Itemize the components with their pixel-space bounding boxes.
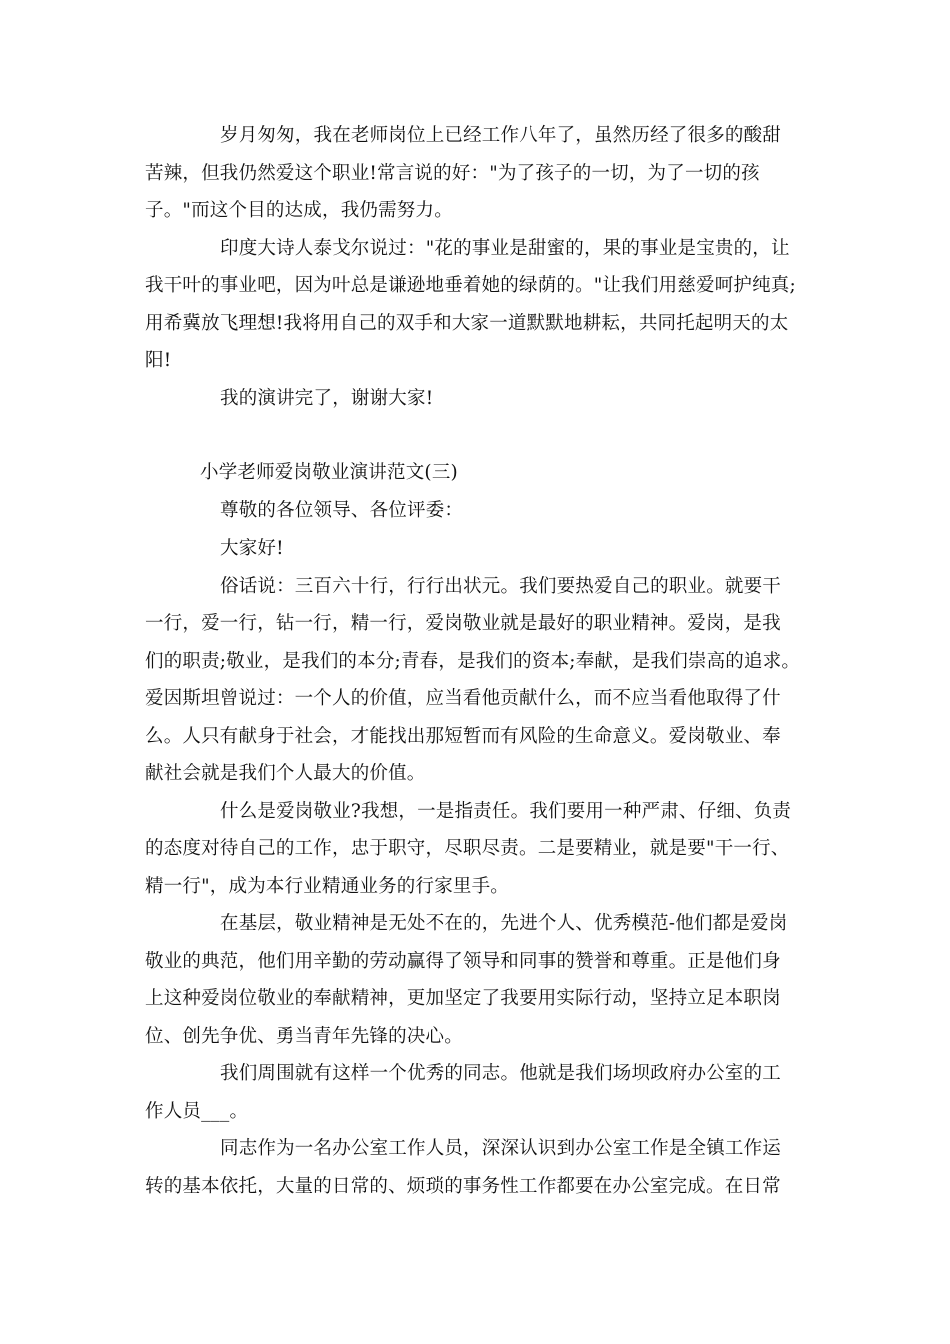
text-line: 我们周围就有这样一个优秀的同志。他就是我们场坝政府办公室的工 [220,1063,782,1084]
text-line: 在基层，敬业精神是无处不在的，先进个人、优秀模范-他们都是爱岗 [220,913,788,934]
salutation: 尊敬的各位领导、各位评委： [220,500,464,521]
text-line: 苦辣，但我仍然爱这个职业!常言说的好："为了孩子的一切，为了一切的孩 [145,163,760,184]
text-line: 同志作为一名办公室工作人员，深深认识到办公室工作是全镇工作运 [220,1138,782,1159]
closing-line: 我的演讲完了，谢谢大家! [220,388,434,409]
text-line: 俗话说：三百六十行，行行出状元。我们要热爱自己的职业。就要干 [220,576,782,597]
text-line: 岁月匆匆，我在老师岗位上已经工作八年了，虽然历经了很多的酸甜 [220,125,782,146]
text-line: 敬业的典范，他们用辛勤的劳动赢得了领导和同事的赞誉和尊重。正是他们身 [145,951,781,972]
text-line: 一行，爱一行，钻一行，精一行，爱岗敬业就是最好的职业精神。爱岗，是我 [145,613,781,634]
text-line: 用希冀放飞理想!我将用自己的双手和大家一道默默地耕耘，共同托起明天的太 [145,313,789,334]
text-line: 献社会就是我们个人最大的价值。 [145,763,426,784]
text-line: 们的职责;敬业，是我们的本分;青春，是我们的资本;奉献，是我们崇高的追求。 [145,651,801,672]
section-title: 小学老师爱岗敬业演讲范文(三) [200,462,458,483]
text-line: 阳! [145,350,172,371]
text-line: 精一行"，成为本行业精通业务的行家里手。 [145,876,510,897]
text-line: 什么是爱岗敬业?我想，一是指责任。我们要用一种严肃、仔细、负责 [220,801,792,822]
text-line: 我干叶的事业吧，因为叶总是谦逊地垂着她的绿荫的。"让我们用慈爱呵护纯真; [145,275,796,296]
text-line: 爱因斯坦曾说过：一个人的价值，应当看他贡献什么，而不应当看他取得了什 [145,688,781,709]
text-line: 印度大诗人泰戈尔说过："花的事业是甜蜜的，果的事业是宝贵的，让 [220,238,790,259]
text-line: 作人员___。 [145,1101,249,1122]
text-line: 位、创先争优、勇当青年先锋的决心。 [145,1026,463,1047]
greeting: 大家好! [220,538,284,559]
text-line: 转的基本依托，大量的日常的、烦琐的事务性工作都要在办公室完成。在日常 [145,1176,781,1197]
text-line: 子。"而这个目的达成，我仍需努力。 [145,200,453,221]
text-line: 上这种爱岗位敬业的奉献精神，更加坚定了我要用实际行动，坚持立足本职岗 [145,988,781,1009]
text-line: 么。人只有献身于社会，才能找出那短暂而有风险的生命意义。爱岗敬业、奉 [145,726,781,747]
text-line: 的态度对待自己的工作，忠于职守，尽职尽责。二是要精业，就是要"干一行、 [145,838,790,859]
